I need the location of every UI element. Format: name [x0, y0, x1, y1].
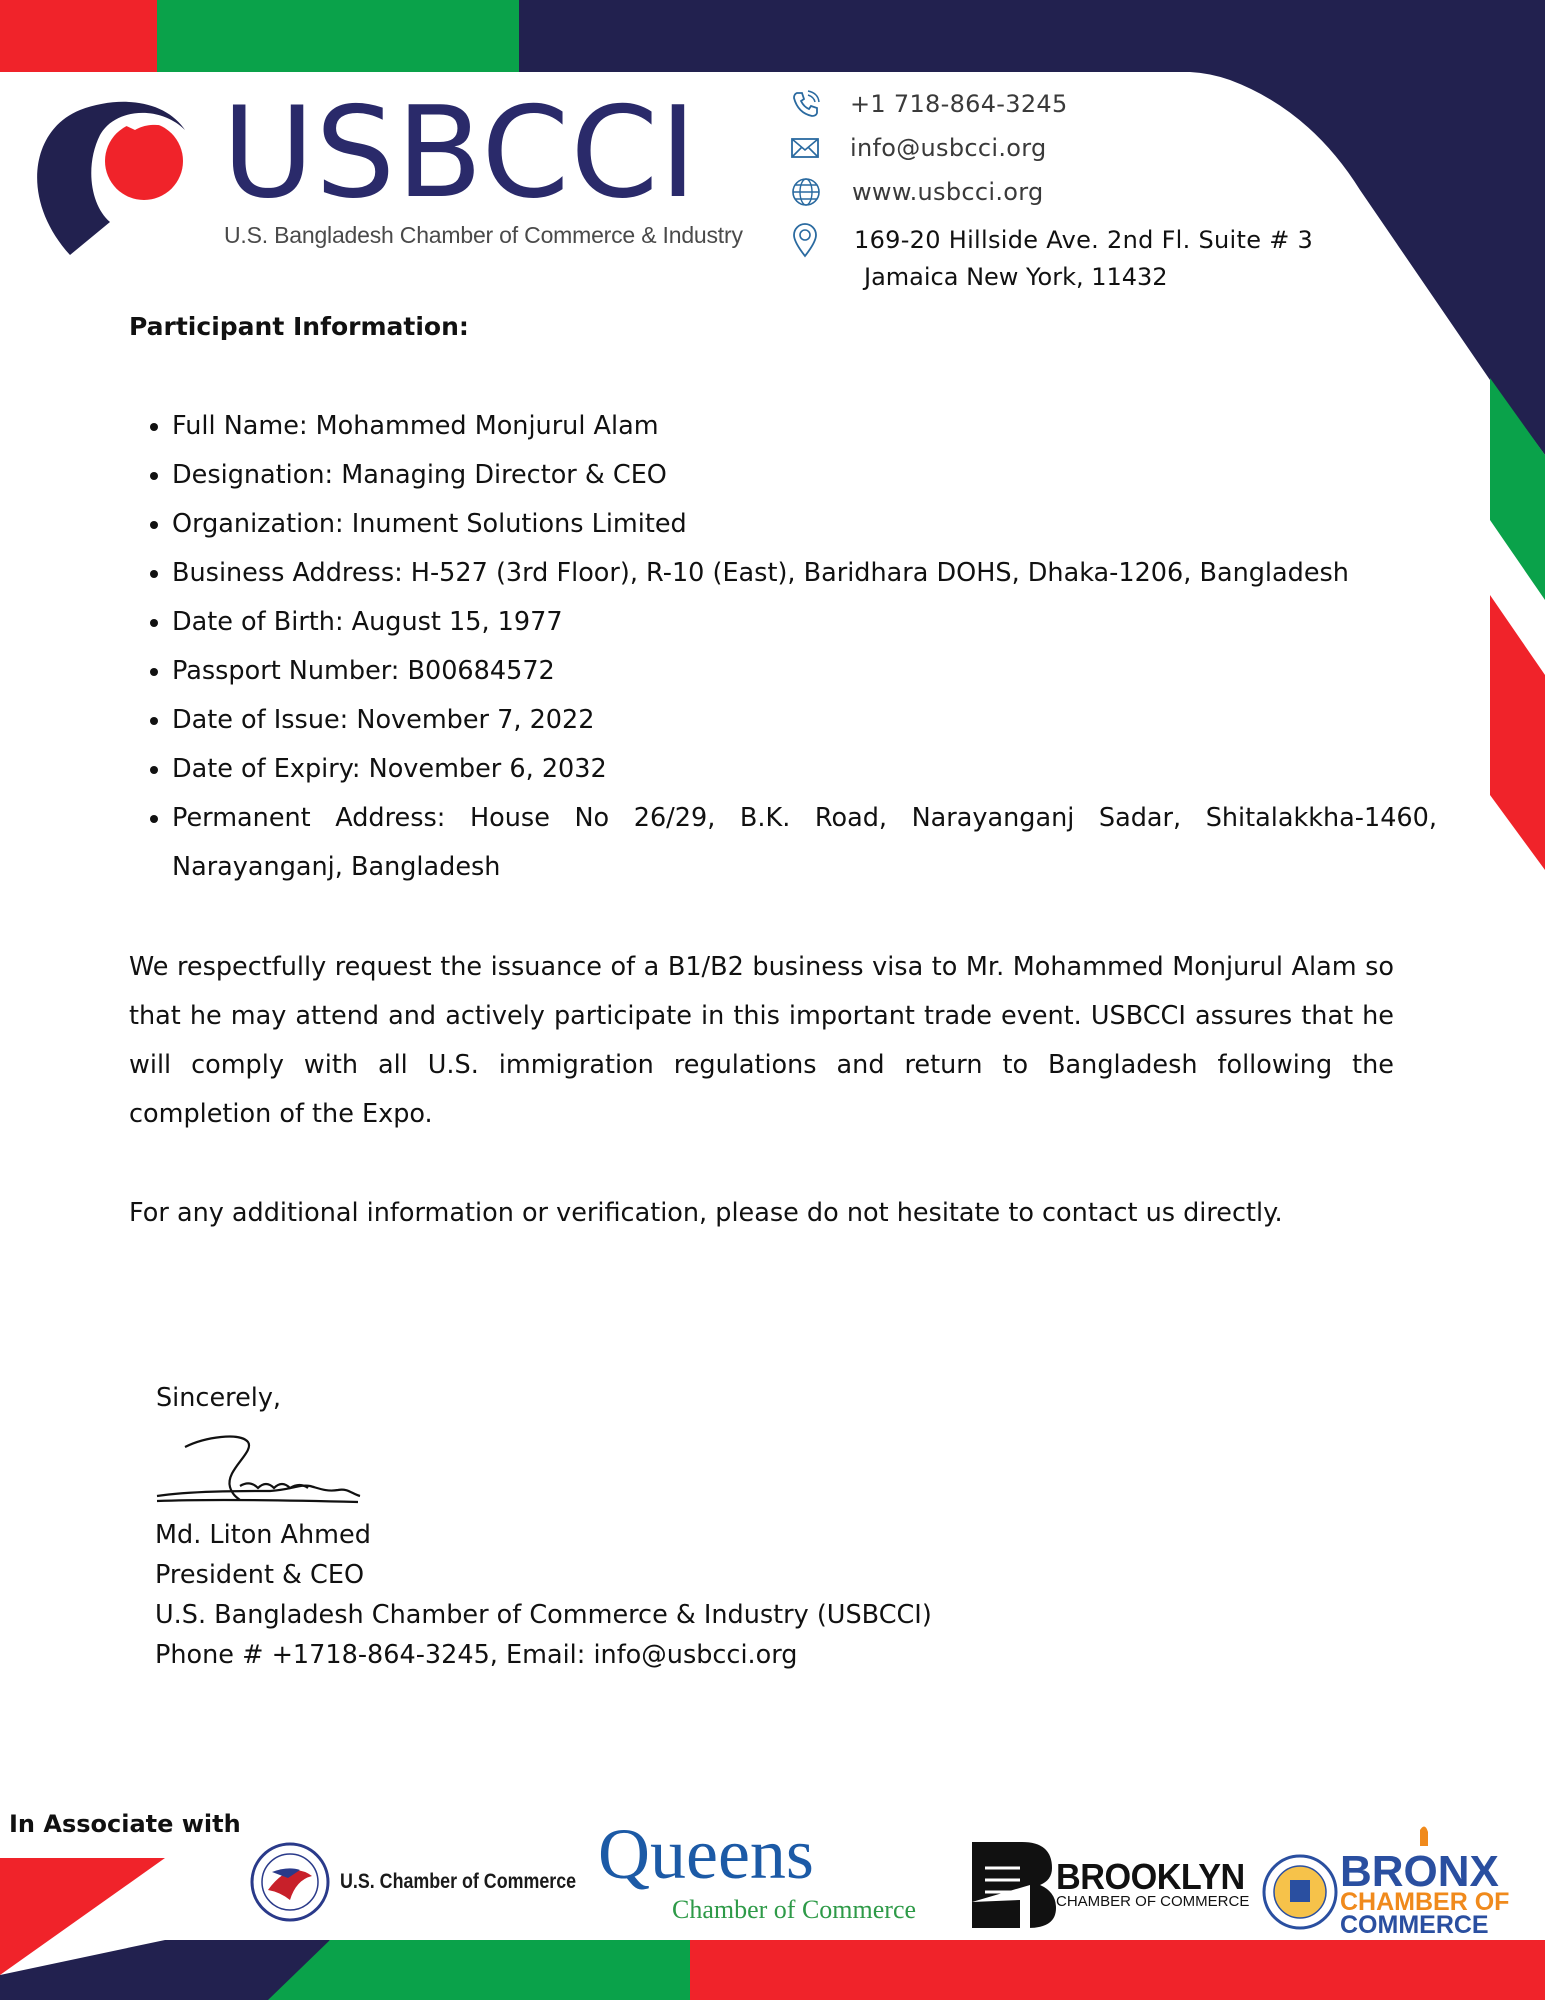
- associate-label: In Associate with: [9, 1810, 241, 1838]
- header-phone[interactable]: +1 718-864-3245: [850, 90, 1068, 118]
- contact-address-row: [790, 218, 1350, 262]
- contact-paragraph: For any additional information or verification, please do not hesitate to contact us directly.: [129, 1198, 1283, 1228]
- bronx-subtitle-line1: CHAMBER OF: [1340, 1888, 1510, 1916]
- signature-scribble: [157, 1437, 360, 1502]
- info-date-of-birth: • Date of Birth: August 15, 1977: [172, 598, 1437, 647]
- participant-info-list: [129, 402, 1437, 892]
- bronx-name: BRONX: [1340, 1847, 1499, 1896]
- info-date-of-issue: • Date of Issue: November 7, 2022: [172, 696, 1437, 745]
- brooklyn-logo-mark: [972, 1842, 1056, 1928]
- logo-wordmark: USBCCI: [222, 79, 698, 226]
- phone-icon: [790, 89, 820, 119]
- usbcci-logo-mark: [37, 102, 185, 255]
- contact-web-row: [790, 170, 1350, 214]
- globe-icon: [790, 176, 822, 208]
- header-address-line1: 169-20 Hillside Ave. 2nd Fl. Suite # 3: [854, 226, 1314, 254]
- signatory-name: Md. Liton Ahmed: [155, 1520, 371, 1550]
- info-organization: • Organization: Inument Solutions Limited: [172, 500, 1437, 549]
- right-red-stripe: [1490, 595, 1545, 870]
- contact-phone-row: [790, 82, 1350, 126]
- bottom-red-band: [690, 1940, 1545, 2000]
- mail-icon: [790, 133, 820, 163]
- logo-subtitle: U.S. Bangladesh Chamber of Commerce & Industry: [224, 222, 743, 248]
- bronx-subtitle: [1340, 1888, 1510, 1939]
- top-red-band: [0, 0, 157, 72]
- header-contact-block: [790, 82, 1350, 262]
- header-address-line2: Jamaica New York, 11432: [864, 263, 1168, 291]
- header-email[interactable]: info@usbcci.org: [850, 134, 1047, 162]
- top-green-band: [157, 0, 519, 72]
- location-pin-icon: [790, 222, 820, 258]
- info-date-of-expiry: • Date of Expiry: November 6, 2032: [172, 745, 1437, 794]
- contact-email-row: [790, 126, 1350, 170]
- signatory-title: President & CEO: [155, 1560, 365, 1590]
- brooklyn-name: BROOKLYN: [1056, 1856, 1245, 1897]
- bronx-subtitle-line2: COMMERCE: [1340, 1911, 1489, 1939]
- info-permanent-address: • Permanent Address: House No 26/29, B.K. Road, Narayanganj Sadar, Shitalakkha-1460, Narayanganj, Bangladesh: [172, 794, 1437, 892]
- signatory-organization: U.S. Bangladesh Chamber of Commerce & Industry (USBCCI): [155, 1600, 932, 1630]
- info-full-name: • Full Name: Mohammed Monjurul Alam: [172, 402, 1437, 451]
- us-chamber-seal: [252, 1844, 328, 1920]
- request-paragraph: We respectfully request the issuance of a B1/B2 business visa to Mr. Mohammed Monjurul Alam so that he may attend and actively participate in this important trade event. USBCCI assures that he will comply with all U.S. immigration regulations and return to Bangladesh following the completion of the Expo.: [129, 952, 1394, 1129]
- info-designation: • Designation: Managing Director & CEO: [172, 451, 1437, 500]
- signatory-block: [155, 1515, 932, 1675]
- participant-heading: Participant Information:: [129, 312, 469, 341]
- queens-subtitle: Chamber of Commerce: [672, 1895, 917, 1924]
- top-navy-band: [519, 0, 1545, 72]
- brooklyn-subtitle: CHAMBER OF COMMERCE: [1056, 1893, 1250, 1910]
- signatory-contact: Phone # +1718-864-3245, Email: info@usbcci.org: [155, 1640, 798, 1670]
- info-business-address: • Business Address: H-527 (3rd Floor), R-10 (East), Baridhara DOHS, Dhaka-1206, Bangladesh: [172, 549, 1437, 598]
- queens-name: Queens: [598, 1814, 814, 1894]
- closing-text: Sincerely,: [156, 1383, 282, 1413]
- info-passport-number: • Passport Number: B00684572: [172, 647, 1437, 696]
- us-chamber-name: U.S. Chamber of Commerce: [340, 1870, 577, 1893]
- header-website[interactable]: www.usbcci.org: [852, 178, 1044, 206]
- bottom-green-band: [268, 1940, 690, 2000]
